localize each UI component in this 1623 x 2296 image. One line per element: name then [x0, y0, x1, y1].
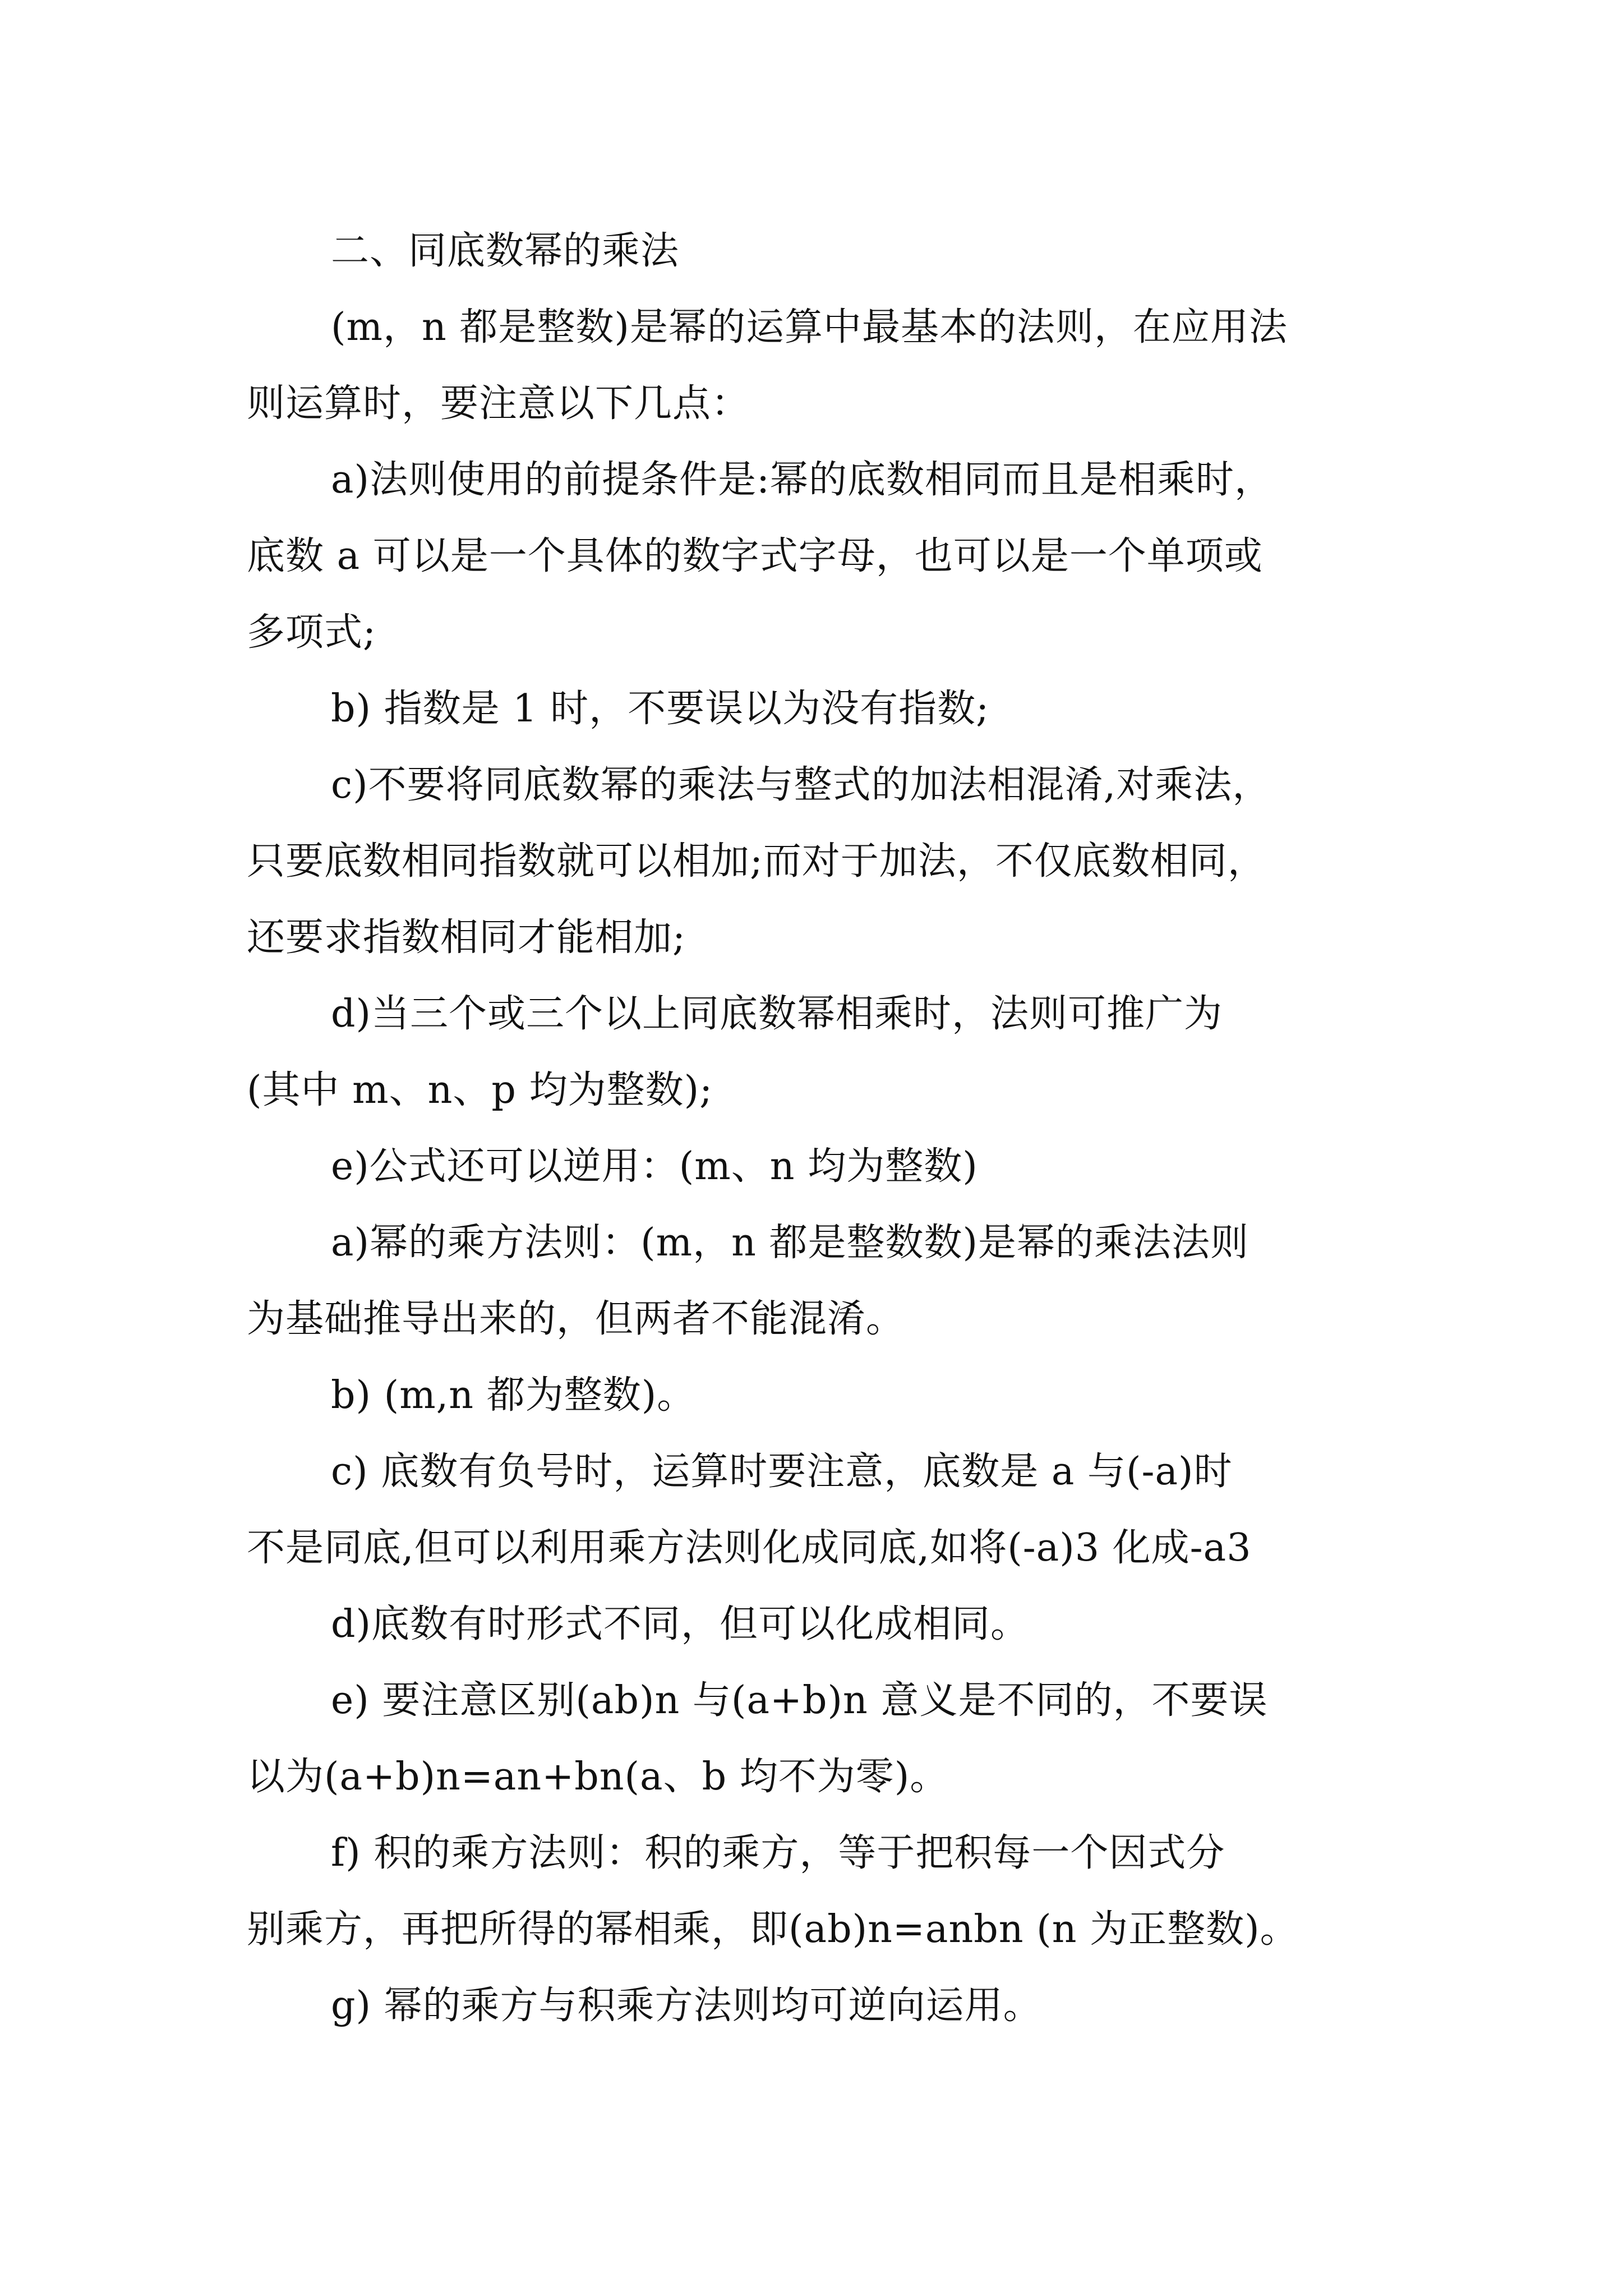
text-line: b) 指数是 1 时，不要误以为没有指数; [331, 687, 990, 731]
text-line: 则运算时，要注意以下几点： [247, 381, 750, 426]
text-line: a)幂的乘方法则：(m，n 都是整数数)是幂的乘法法则 [331, 1221, 1249, 1265]
text-line: 不是同底,但可以利用乘方法则化成同底,如将(-a)3 化成-a3 [247, 1526, 1252, 1570]
document-body [247, 213, 1385, 2044]
text-line: (m，n 都是整数)是幂的运算中最基本的法则，在应用法 [331, 305, 1288, 349]
text-line: 以为(a+b)n=an+bn(a、b 均不为零)。 [247, 1755, 949, 1799]
text-line: f) 积的乘方法则：积的乘方，等于把积每一个因式分 [331, 1831, 1225, 1875]
text-line: c) 底数有负号时，运算时要注意，底数是 a 与(-a)时 [331, 1450, 1233, 1494]
text-line: d)底数有时形式不同，但可以化成相同。 [331, 1602, 1030, 1646]
section-heading: 二、同底数幂的乘法 [331, 229, 680, 273]
text-line: a)法则使用的前提条件是:幂的底数相同而且是相乘时， [331, 458, 1273, 502]
text-line: 还要求指数相同才能相加; [247, 915, 686, 960]
text-line: g) 幂的乘方与积乘方法则均可逆向运用。 [331, 1984, 1042, 2028]
text-line: d)当三个或三个以上同底数幂相乘时，法则可推广为 [331, 992, 1223, 1036]
text-line: 多项式; [247, 610, 376, 655]
text-line: 只要底数相同指数就可以相加;而对于加法，不仅底数相同， [247, 839, 1266, 884]
text-line: e) 要注意区别(ab)n 与(a+b)n 意义是不同的，不要误 [331, 1678, 1268, 1723]
text-line: (其中 m、n、p 均为整数); [247, 1068, 713, 1112]
text-line: b) (m,n 都为整数)。 [331, 1373, 696, 1418]
text-line: c)不要将同底数幂的乘法与整式的加法相混淆,对乘法， [331, 763, 1271, 807]
text-line: e)公式还可以逆用：(m、n 均为整数) [331, 1144, 978, 1189]
text-line: 别乘方，再把所得的幂相乘，即(ab)n=anbn (n 为正整数)。 [247, 1907, 1299, 1952]
text-line: 底数 a 可以是一个具体的数字式字母，也可以是一个单项或 [247, 534, 1263, 578]
text-line: 为基础推导出来的，但两者不能混淆。 [247, 1297, 905, 1341]
